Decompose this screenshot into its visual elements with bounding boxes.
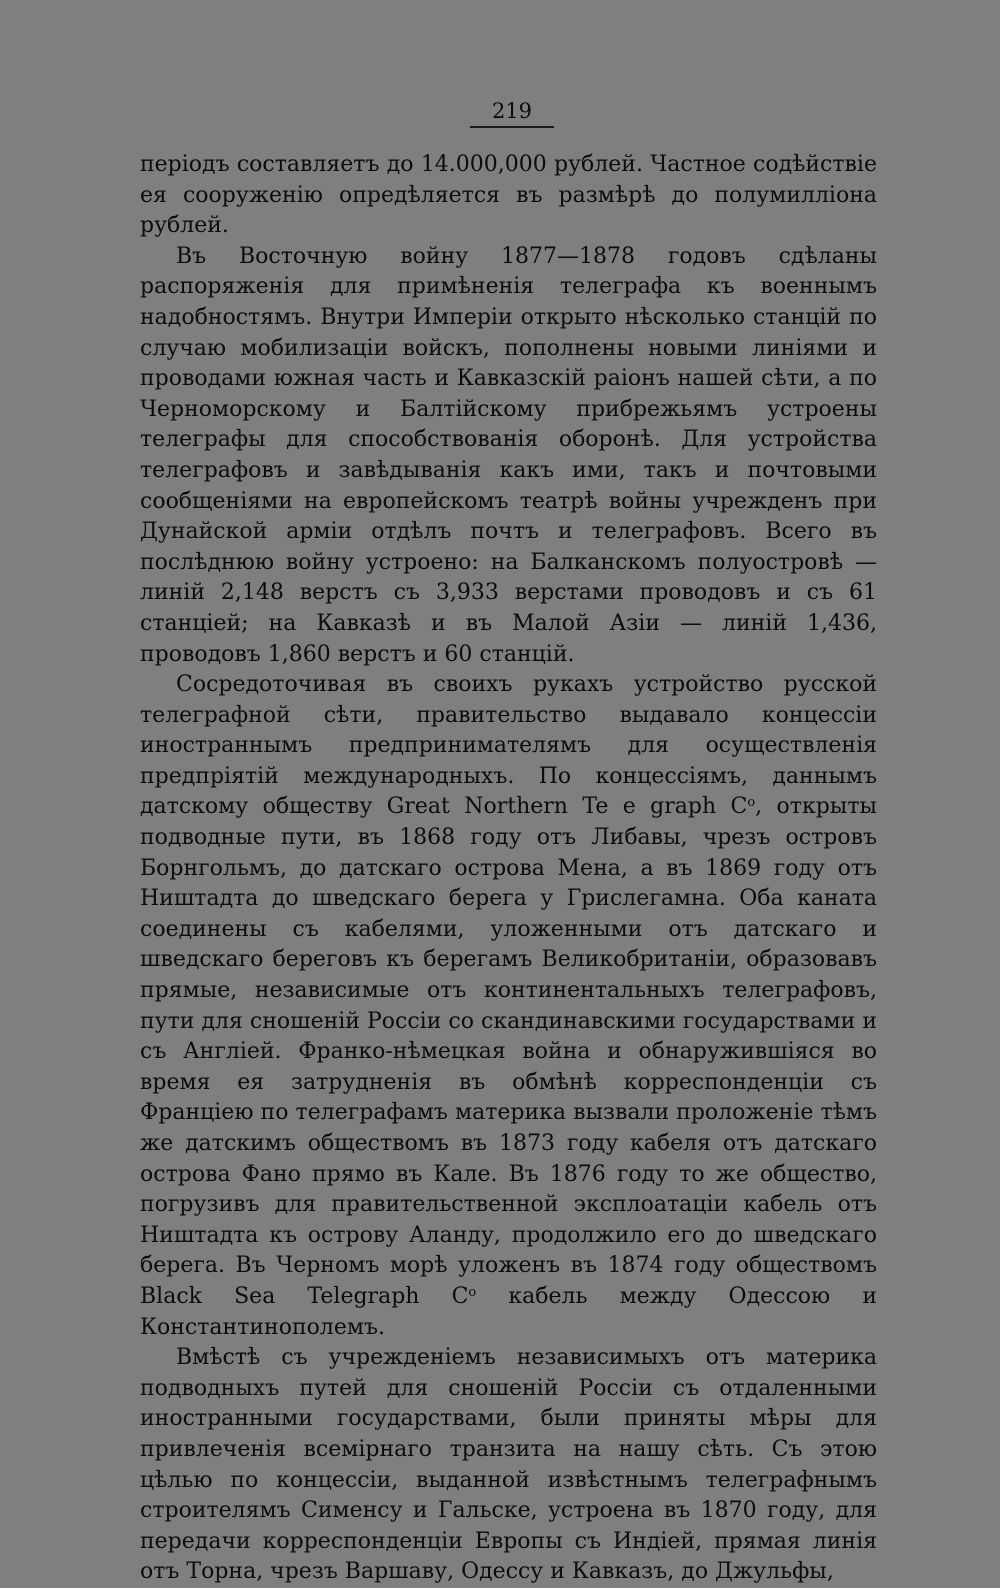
paragraph-transit: Вмѣстѣ съ учрежденіемъ независимыхъ отъ материка подводныхъ путей для сношеній Россіи съ отдаленными иностранными государствами, были приняты мѣры для привлеченія всемірнаго транзита на нашу сѣть. Съ этою цѣлью по концессіи, выданной извѣстнымъ телеграфнымъ строителямъ Сименсу и Гальске, устроена въ 1870 году, для передачи корреспонденціи Европы съ Индіей, прямая линія отъ Торна, чрезъ Варшаву, Одессу и Кавказъ, до Джульфы, (140, 1345, 877, 1585)
concessions-text-part-3: кабель между Одессою и Константинополемъ. (140, 1283, 877, 1340)
page-number: 219 (470, 98, 554, 128)
body-text (140, 150, 877, 1588)
superscript-o-1: o (747, 795, 756, 811)
paragraph-concessions (140, 670, 877, 1343)
superscript-o-2: o (468, 1284, 477, 1300)
concessions-text-part-1: Сосредоточивая въ своихъ рукахъ устройство русской телеграфной сѣти, правительство выдавало концессіи иностраннымъ предпринимателямъ для осуществленія предпріятій международныхъ. По концессіямъ, даннымъ датскому обществу Great Northern Te e graph C (140, 672, 877, 820)
paragraph-1-continued: періодъ составляетъ до 14.000,000 рублей. Частное содѣйствіе ея сооруженію опредѣляется въ размѣрѣ до полумилліона рублей. (140, 152, 877, 239)
paragraph-war-telegraphs: Въ Восточную войну 1877—1878 годовъ сдѣланы распоряженія для примѣненія телеграфа къ военнымъ надобностямъ. Внутри Имперіи открыто нѣсколько станцій по случаю мобилизаціи войскъ, пополнены новыми линіями и проводами южная часть и Кавказскій раіонъ нашей сѣти, а по Черноморскому и Балтійскому прибрежьямъ устроены телеграфы для способствованія оборонѣ. Для устройства телеграфовъ и завѣдыванія какъ ими, такъ и почтовыми сообщеніями на европейскомъ театрѣ войны учрежденъ при Дунайской арміи отдѣлъ почтъ и телеграфовъ. Всего въ послѣднюю войну устроено: на Балканскомъ полуостровѣ — линій 2,148 верстъ съ 3,933 верстами проводовъ и съ 61 станціей; на Кавказѣ и въ Малой Азіи — линій 1,436, проводовъ 1,860 верстъ и 60 станцій. (140, 243, 877, 667)
concessions-text-part-2: , открыты подводные пути, въ 1868 году отъ Либавы, чрезъ островъ Борнгольмъ, до датскаго острова Мена, а въ 1869 году отъ Ништадта до шведскаго берега у Грислегамна. Оба каната соединены съ кабелями, уложенными отъ датскаго и шведскаго береговъ къ берегамъ Великобританіи, образовавъ прямые, независимые отъ континентальныхъ телеграфовъ, пути для сношеній Россіи со скандинавскими государствами и съ Англіей. Франко-нѣмецкая война и обнаружившіяся во время ея затрудненія въ обмѣнѣ корреспонденціи съ Франціею по телеграфамъ материка вызвали проложеніе тѣмъ же датскимъ обществомъ въ 1873 году кабеля отъ датскаго острова Фано прямо въ Кале. Въ 1876 году то же общество, погрузивъ для правительственной эксплоатаціи кабель отъ Ништадта къ острову Аланду, продолжило его до шведскаго берега. Въ Черномъ морѣ уложенъ въ 1874 году обществомъ Black Sea Telegraph C (140, 794, 877, 1309)
